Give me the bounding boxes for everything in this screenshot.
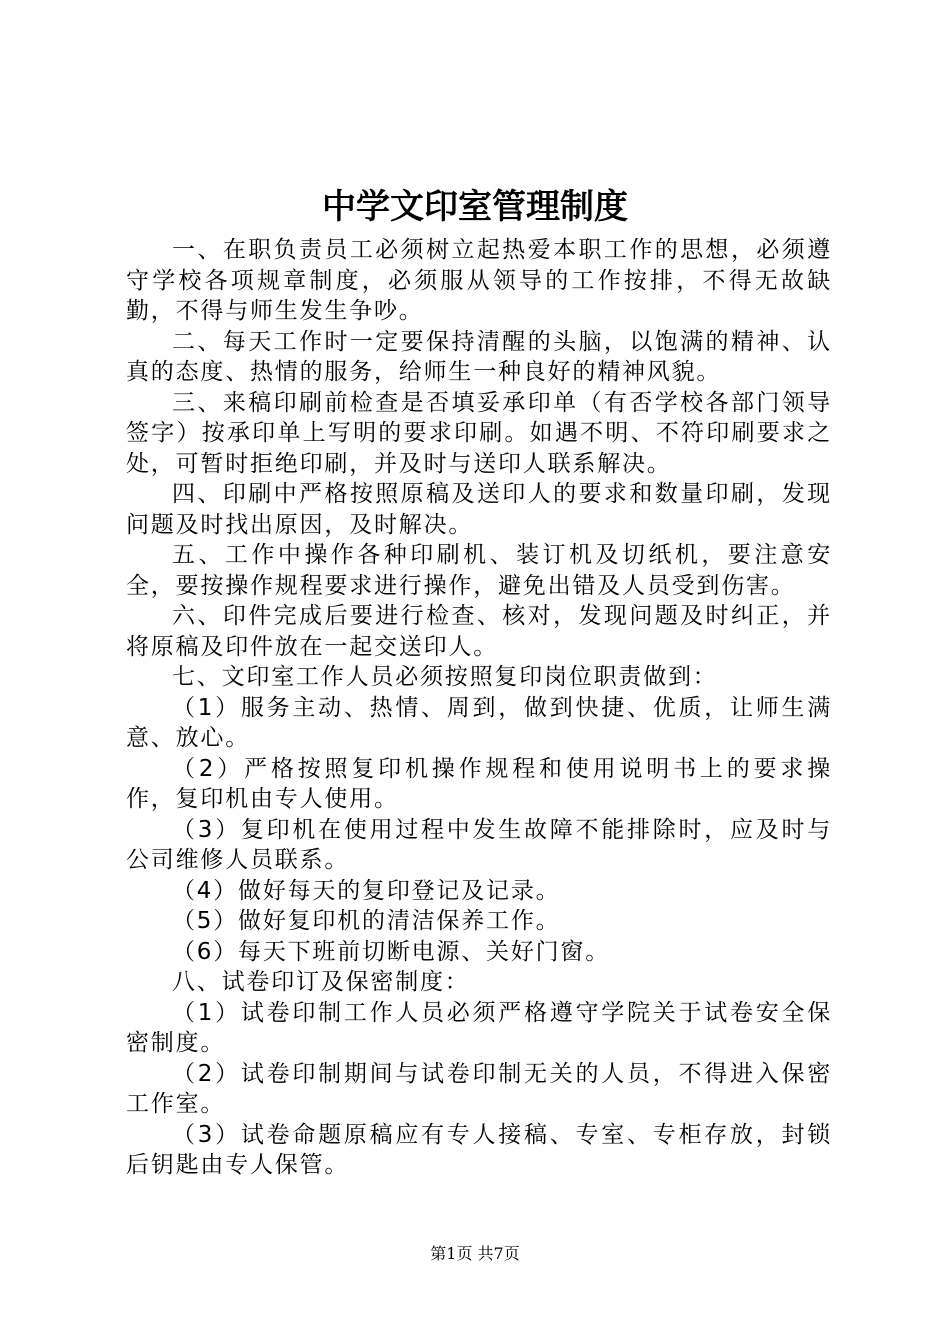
- paragraph: 三、来稿印刷前检查是否填妥承印单（有否学校各部门领导签字）按承印单上写明的要求印刷。如遇不明、不符印刷要求之处，可暂时拒绝印刷，并及时与送印人联系解决。: [126, 389, 832, 477]
- document-body: [126, 235, 832, 1181]
- paragraph: 四、印刷中严格按照原稿及送印人的要求和数量印刷，发现问题及时找出原因，及时解决。: [126, 481, 832, 538]
- paragraph: 八、试卷印订及保密制度：: [172, 969, 470, 995]
- list-item: （5）做好复印机的清洁保养工作。: [172, 908, 561, 934]
- paragraph: 一、在职负责员工必须树立起热爱本职工作的思想，必须遵守学校各项规章制度，必须服从领导的工作按排，不得无故缺勤，不得与师生发生争吵。: [126, 237, 832, 324]
- paragraph: 二、每天工作时一定要保持清醒的头脑，以饱满的精神、认真的态度、热情的服务，给师生一种良好的精神风貌。: [126, 328, 832, 385]
- paragraph: 五、工作中操作各种印刷机、装订机及切纸机，要注意安全，要按操作规程要求进行操作，避免出错及人员受到伤害。: [126, 542, 832, 599]
- document-title: 中学文印室管理制度: [322, 187, 628, 227]
- list-item: （4）做好每天的复印登记及记录。: [172, 877, 561, 904]
- list-item: （1）试卷印制工作人员必须严格遵守学院关于试卷安全保密制度。: [126, 999, 832, 1056]
- paragraph: 七、文印室工作人员必须按照复印岗位职责做到：: [172, 664, 718, 690]
- list-item: （1）服务主动、热情、周到，做到快捷、优质，让师生满意、放心。: [126, 694, 832, 751]
- paragraph: 六、印件完成后要进行检查、核对，发现问题及时纠正，并将原稿及印件放在一起交送印人。: [126, 603, 832, 660]
- list-item: （2）严格按照复印机操作规程和使用说明书上的要求操作，复印机由专人使用。: [126, 755, 832, 812]
- list-item: （6）每天下班前切断电源、关好门窗。: [172, 938, 611, 965]
- list-item: （2）试卷印制期间与试卷印制无关的人员，不得进入保密工作室。: [126, 1060, 832, 1117]
- page-number-footer: 第1页 共7页: [430, 1244, 520, 1263]
- list-item: （3）试卷命题原稿应有专人接稿、专室、专柜存放，封锁后钥匙由专人保管。: [126, 1121, 832, 1178]
- list-item: （3）复印机在使用过程中发生故障不能排除时，应及时与公司维修人员联系。: [126, 816, 832, 873]
